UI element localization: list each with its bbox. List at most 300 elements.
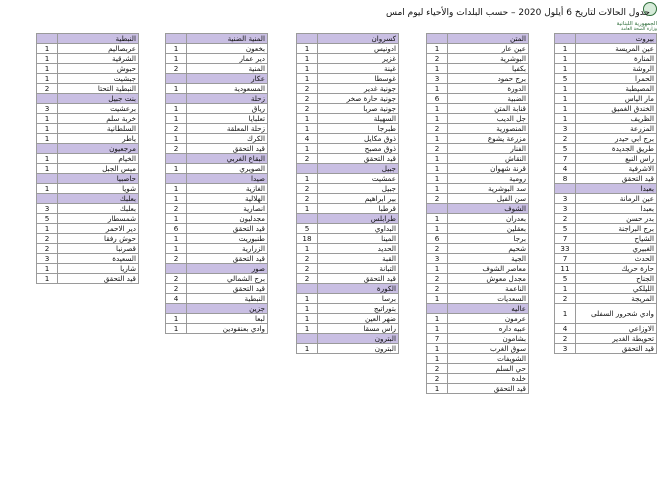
locality-name: السعيدة	[58, 254, 139, 264]
district-name: البقاع الغربي	[187, 154, 268, 164]
locality-row	[427, 64, 529, 74]
locality-row	[427, 114, 529, 124]
locality-row	[166, 204, 268, 214]
district-name: طرابلس	[318, 214, 399, 224]
locality-row	[297, 154, 399, 164]
case-count: 1	[37, 74, 58, 84]
case-count: 1	[166, 54, 187, 64]
locality-name: النبطية	[187, 294, 268, 304]
locality-name: عربصاليم	[58, 44, 139, 54]
case-count	[37, 94, 58, 104]
case-count: 2	[297, 274, 318, 284]
locality-row	[37, 64, 139, 74]
locality-name: الاشرفية	[576, 164, 657, 174]
locality-name: المزرعة	[576, 124, 657, 134]
locality-name: عمشيت	[318, 174, 399, 184]
locality-name: قيد التحقق	[187, 224, 268, 234]
case-count: 5	[555, 144, 576, 154]
district-header-row	[297, 334, 399, 344]
locality-row	[166, 284, 268, 294]
locality-name: رومية	[448, 174, 529, 184]
case-count: 1	[427, 64, 448, 74]
case-count: 2	[555, 134, 576, 144]
locality-name: عين عار	[448, 44, 529, 54]
case-count: 2	[166, 144, 187, 154]
locality-row	[555, 224, 657, 234]
case-count	[166, 264, 187, 274]
case-count: 1	[297, 294, 318, 304]
district-name: جزين	[187, 304, 268, 314]
locality-name: بشامون	[448, 334, 529, 344]
locality-name: شمسطار	[58, 214, 139, 224]
case-count: 1	[297, 74, 318, 84]
case-count: 1	[297, 314, 318, 324]
locality-name: الكرك	[187, 134, 268, 144]
locality-row	[297, 124, 399, 134]
locality-name: جونية حارة صخر	[318, 94, 399, 104]
locality-name: ادونيس	[318, 44, 399, 54]
case-count	[297, 334, 318, 344]
case-count: 2	[555, 214, 576, 224]
locality-name: قيد التحقق	[318, 154, 399, 164]
region-table-beirut-baabda	[554, 33, 657, 354]
locality-name: رياق	[187, 104, 268, 114]
case-count: 1	[166, 244, 187, 254]
case-count: 2	[37, 244, 58, 254]
locality-name: حارة حريك	[576, 264, 657, 274]
locality-row	[297, 64, 399, 74]
case-count: 8	[555, 174, 576, 184]
locality-row	[37, 234, 139, 244]
locality-name: ميس الجبل	[58, 164, 139, 174]
locality-name: جونية صربا	[318, 104, 399, 114]
case-count: 2	[427, 284, 448, 294]
locality-name: جبيل	[318, 184, 399, 194]
locality-name: سد البوشرية	[448, 184, 529, 194]
locality-row	[166, 184, 268, 194]
locality-row	[427, 224, 529, 234]
locality-row	[555, 244, 657, 254]
locality-name: وادي شحرور السفلى	[576, 304, 657, 324]
locality-row	[166, 214, 268, 224]
locality-name: الهلالية	[187, 194, 268, 204]
locality-row	[166, 244, 268, 254]
locality-row	[297, 254, 399, 264]
locality-row	[555, 174, 657, 184]
locality-row	[555, 234, 657, 244]
locality-row	[297, 264, 399, 274]
locality-name: برعشيت	[58, 104, 139, 114]
district-header-row	[37, 144, 139, 154]
locality-name: بخعون	[187, 44, 268, 54]
locality-row	[427, 184, 529, 194]
locality-row	[166, 254, 268, 264]
locality-name: الصويري	[187, 164, 268, 174]
locality-row	[297, 304, 399, 314]
region-table-keserwan-north	[296, 33, 399, 354]
case-count	[297, 164, 318, 174]
locality-name: مار الياس	[576, 94, 657, 104]
locality-row	[555, 254, 657, 264]
locality-name: الروشة	[576, 64, 657, 74]
case-count: 2	[166, 204, 187, 214]
case-count: 2	[166, 274, 187, 284]
locality-row	[37, 244, 139, 254]
locality-name: بعقلين	[448, 224, 529, 234]
locality-row	[297, 194, 399, 204]
case-count: 1	[427, 154, 448, 164]
locality-name: خربة سلم	[58, 114, 139, 124]
case-count: 2	[555, 334, 576, 344]
case-count: 7	[555, 234, 576, 244]
case-count: 2	[166, 284, 187, 294]
district-header-row	[37, 194, 139, 204]
locality-name: حوش رفقا	[58, 234, 139, 244]
case-count: 1	[166, 134, 187, 144]
case-count: 1	[427, 134, 448, 144]
case-count: 1	[37, 54, 58, 64]
locality-row	[555, 144, 657, 154]
locality-name: الشرقية	[58, 54, 139, 64]
case-count: 2	[297, 154, 318, 164]
locality-name: شويا	[58, 184, 139, 194]
locality-row	[427, 294, 529, 304]
district-name: المنية الضنية	[187, 34, 268, 44]
case-count: 1	[427, 384, 448, 394]
locality-name: الضبية	[448, 94, 529, 104]
district-name: بعبدا	[576, 184, 657, 194]
locality-name: قنابة المتن	[448, 104, 529, 114]
case-count: 1	[166, 44, 187, 54]
locality-row	[297, 54, 399, 64]
case-count: 1	[37, 134, 58, 144]
locality-row	[166, 274, 268, 284]
district-header-row	[166, 264, 268, 274]
locality-name: ذوق مكايل	[318, 134, 399, 144]
case-count: 3	[427, 254, 448, 264]
locality-name: ذوق مصبح	[318, 144, 399, 154]
district-header-row	[166, 154, 268, 164]
case-count: 1	[297, 114, 318, 124]
case-count	[166, 304, 187, 314]
case-count: 1	[166, 214, 187, 224]
locality-name: التبانة	[318, 264, 399, 274]
case-count: 3	[37, 204, 58, 214]
locality-row	[427, 334, 529, 344]
locality-name: طبرجا	[318, 124, 399, 134]
case-count: 2	[427, 274, 448, 284]
locality-name: عبيه داره	[448, 324, 529, 334]
locality-row	[166, 314, 268, 324]
locality-row	[37, 204, 139, 214]
locality-row	[297, 274, 399, 284]
locality-name: البترون	[318, 344, 399, 354]
district-name: كسروان	[318, 34, 399, 44]
locality-name: قرطبا	[318, 204, 399, 214]
case-count: 1	[37, 224, 58, 234]
locality-row	[297, 224, 399, 234]
locality-name: الخندق الغميق	[576, 104, 657, 114]
case-count: 4	[555, 164, 576, 174]
case-count	[166, 34, 187, 44]
case-count: 2	[427, 124, 448, 134]
logo-line-2: وزارة الصحة العامة	[621, 27, 657, 32]
locality-row	[555, 274, 657, 284]
page-title: جدول الحالات لتاريخ 6 أيلول 2020 – حسب البلدات والأحياء ليوم امس	[385, 8, 650, 18]
locality-name: قصرنبا	[58, 244, 139, 254]
case-count: 7	[555, 154, 576, 164]
locality-row	[427, 244, 529, 254]
case-count: 1	[166, 84, 187, 94]
locality-row	[37, 214, 139, 224]
district-header-row	[166, 304, 268, 314]
case-count	[166, 74, 187, 84]
case-count: 2	[297, 254, 318, 264]
case-count: 1	[37, 264, 58, 274]
locality-name: عين المريسة	[576, 44, 657, 54]
case-count: 1	[297, 344, 318, 354]
case-count: 2	[166, 64, 187, 74]
district-header-row	[37, 94, 139, 104]
locality-row	[555, 84, 657, 94]
locality-row	[166, 194, 268, 204]
locality-name: النبطية التحتا	[58, 84, 139, 94]
case-count: 1	[37, 154, 58, 164]
case-count: 2	[297, 84, 318, 94]
case-count: 1	[37, 164, 58, 174]
case-count: 11	[555, 264, 576, 274]
locality-name: دير عمار	[187, 54, 268, 64]
locality-row	[427, 54, 529, 64]
locality-row	[166, 64, 268, 74]
locality-row	[555, 64, 657, 74]
case-count: 3	[555, 344, 576, 354]
case-count: 1	[427, 84, 448, 94]
locality-name: سن الفيل	[448, 194, 529, 204]
locality-row	[427, 84, 529, 94]
district-header-row	[555, 184, 657, 194]
case-count: 2	[427, 194, 448, 204]
locality-name: قيد التحقق	[187, 254, 268, 264]
locality-row	[427, 234, 529, 244]
case-count: 1	[555, 104, 576, 114]
locality-name: بكفيا	[448, 64, 529, 74]
case-count: 18	[297, 234, 318, 244]
case-count: 1	[427, 344, 448, 354]
locality-row	[297, 174, 399, 184]
case-count	[166, 174, 187, 184]
locality-row	[166, 124, 268, 134]
case-count: 1	[555, 284, 576, 294]
case-count: 7	[427, 334, 448, 344]
locality-row	[166, 324, 268, 334]
locality-name: قيد التحقق	[448, 384, 529, 394]
case-count: 3	[555, 124, 576, 134]
case-count: 2	[555, 294, 576, 304]
case-count: 1	[427, 214, 448, 224]
case-count: 4	[555, 324, 576, 334]
case-count	[37, 174, 58, 184]
district-header-row	[297, 214, 399, 224]
locality-row	[555, 284, 657, 294]
locality-name: الظريف	[576, 114, 657, 124]
locality-row	[297, 134, 399, 144]
locality-name: معاصر الشوف	[448, 264, 529, 274]
district-header-row	[297, 284, 399, 294]
locality-row	[297, 244, 399, 254]
locality-row	[555, 44, 657, 54]
case-count: 5	[555, 274, 576, 284]
locality-row	[297, 74, 399, 84]
locality-row	[297, 234, 399, 244]
case-count	[37, 34, 58, 44]
district-name: بنت جبيل	[58, 94, 139, 104]
locality-name: مجدل معوش	[448, 274, 529, 284]
locality-row	[297, 94, 399, 104]
locality-name: جبشيت	[58, 74, 139, 84]
district-name: الشوف	[448, 204, 529, 214]
case-count: 1	[37, 274, 58, 284]
locality-name: زحلة المعلقة	[187, 124, 268, 134]
case-count: 1	[37, 44, 58, 54]
locality-row	[427, 364, 529, 374]
case-count: 1	[297, 204, 318, 214]
locality-name: الشويفات	[448, 354, 529, 364]
locality-row	[37, 74, 139, 84]
locality-name: عرمون	[448, 314, 529, 324]
locality-row	[555, 324, 657, 334]
locality-row	[297, 104, 399, 114]
case-count	[555, 184, 576, 194]
locality-row	[297, 184, 399, 194]
locality-row	[427, 354, 529, 364]
locality-row	[555, 204, 657, 214]
case-count: 1	[555, 94, 576, 104]
locality-name: الناعمة	[448, 284, 529, 294]
locality-name: الفنار	[448, 144, 529, 154]
locality-row	[427, 104, 529, 114]
locality-name: برج ابي حيدر	[576, 134, 657, 144]
district-header-row	[427, 204, 529, 214]
locality-row	[37, 154, 139, 164]
locality-row	[37, 264, 139, 274]
case-count: 1	[427, 174, 448, 184]
case-count: 1	[297, 64, 318, 74]
district-name: صور	[187, 264, 268, 274]
locality-name: القبة	[318, 254, 399, 264]
locality-row	[297, 44, 399, 54]
locality-name: السهيلة	[318, 114, 399, 124]
locality-row	[555, 264, 657, 274]
logo-line-1: الجمهورية اللبنانية	[616, 21, 657, 27]
locality-row	[427, 194, 529, 204]
case-count: 1	[166, 104, 187, 114]
case-count: 3	[555, 194, 576, 204]
case-count: 1	[166, 164, 187, 174]
case-count: 4	[297, 134, 318, 144]
case-count: 1	[555, 84, 576, 94]
locality-name: الحمرا	[576, 74, 657, 84]
locality-row	[555, 214, 657, 224]
district-header-row	[297, 164, 399, 174]
district-name: البترون	[318, 334, 399, 344]
locality-name: المسعودية	[187, 84, 268, 94]
locality-row	[297, 294, 399, 304]
locality-name: قيد التحقق	[576, 174, 657, 184]
locality-name: مزرعة يشوع	[448, 134, 529, 144]
case-count: 1	[555, 114, 576, 124]
case-count: 1	[555, 304, 576, 324]
locality-row	[555, 134, 657, 144]
locality-name: السلطانية	[58, 124, 139, 134]
case-count: 33	[555, 244, 576, 254]
locality-name: البداوي	[318, 224, 399, 234]
locality-name: حي السلم	[448, 364, 529, 374]
locality-row	[555, 154, 657, 164]
district-header-row	[555, 34, 657, 44]
locality-row	[166, 144, 268, 154]
case-count: 3	[427, 74, 448, 84]
locality-name: برج حمود	[448, 74, 529, 84]
case-count: 1	[297, 324, 318, 334]
locality-name: انصارية	[187, 204, 268, 214]
locality-name: وادي بعنقودين	[187, 324, 268, 334]
locality-name: الدورة	[448, 84, 529, 94]
locality-name: سوق الغرب	[448, 344, 529, 354]
case-count: 3	[37, 104, 58, 114]
case-count	[37, 144, 58, 154]
locality-name: بعبدا	[576, 204, 657, 214]
locality-row	[555, 164, 657, 174]
locality-name: قيد التحقق	[187, 284, 268, 294]
locality-row	[166, 104, 268, 114]
case-count: 1	[37, 64, 58, 74]
case-count: 4	[166, 294, 187, 304]
case-count: 1	[427, 314, 448, 324]
district-name: زحلة	[187, 94, 268, 104]
locality-name: جل الديب	[448, 114, 529, 124]
case-count: 1	[166, 314, 187, 324]
district-name: عكار	[187, 74, 268, 84]
locality-name: طريق الجديدة	[576, 144, 657, 154]
case-count	[297, 214, 318, 224]
locality-name: البوشرية	[448, 54, 529, 64]
locality-row	[427, 74, 529, 84]
locality-name: قرنة شهوان	[448, 164, 529, 174]
locality-name: الجناح	[576, 274, 657, 284]
case-count: 1	[166, 324, 187, 334]
locality-name: ياطر	[58, 134, 139, 144]
locality-name: جونية غدير	[318, 84, 399, 94]
locality-row	[37, 224, 139, 234]
case-count: 1	[555, 54, 576, 64]
locality-row	[37, 184, 139, 194]
locality-row	[555, 94, 657, 104]
locality-row	[427, 314, 529, 324]
locality-row	[427, 284, 529, 294]
locality-name: برسا	[318, 294, 399, 304]
case-count: 1	[297, 244, 318, 254]
district-header-row	[37, 34, 139, 44]
locality-name: شحيم	[448, 244, 529, 254]
locality-name: دير الاحمر	[58, 224, 139, 234]
locality-name: غزير	[318, 54, 399, 64]
locality-row	[427, 384, 529, 394]
locality-row	[297, 114, 399, 124]
locality-row	[37, 44, 139, 54]
district-header-row	[427, 34, 529, 44]
locality-row	[37, 84, 139, 94]
